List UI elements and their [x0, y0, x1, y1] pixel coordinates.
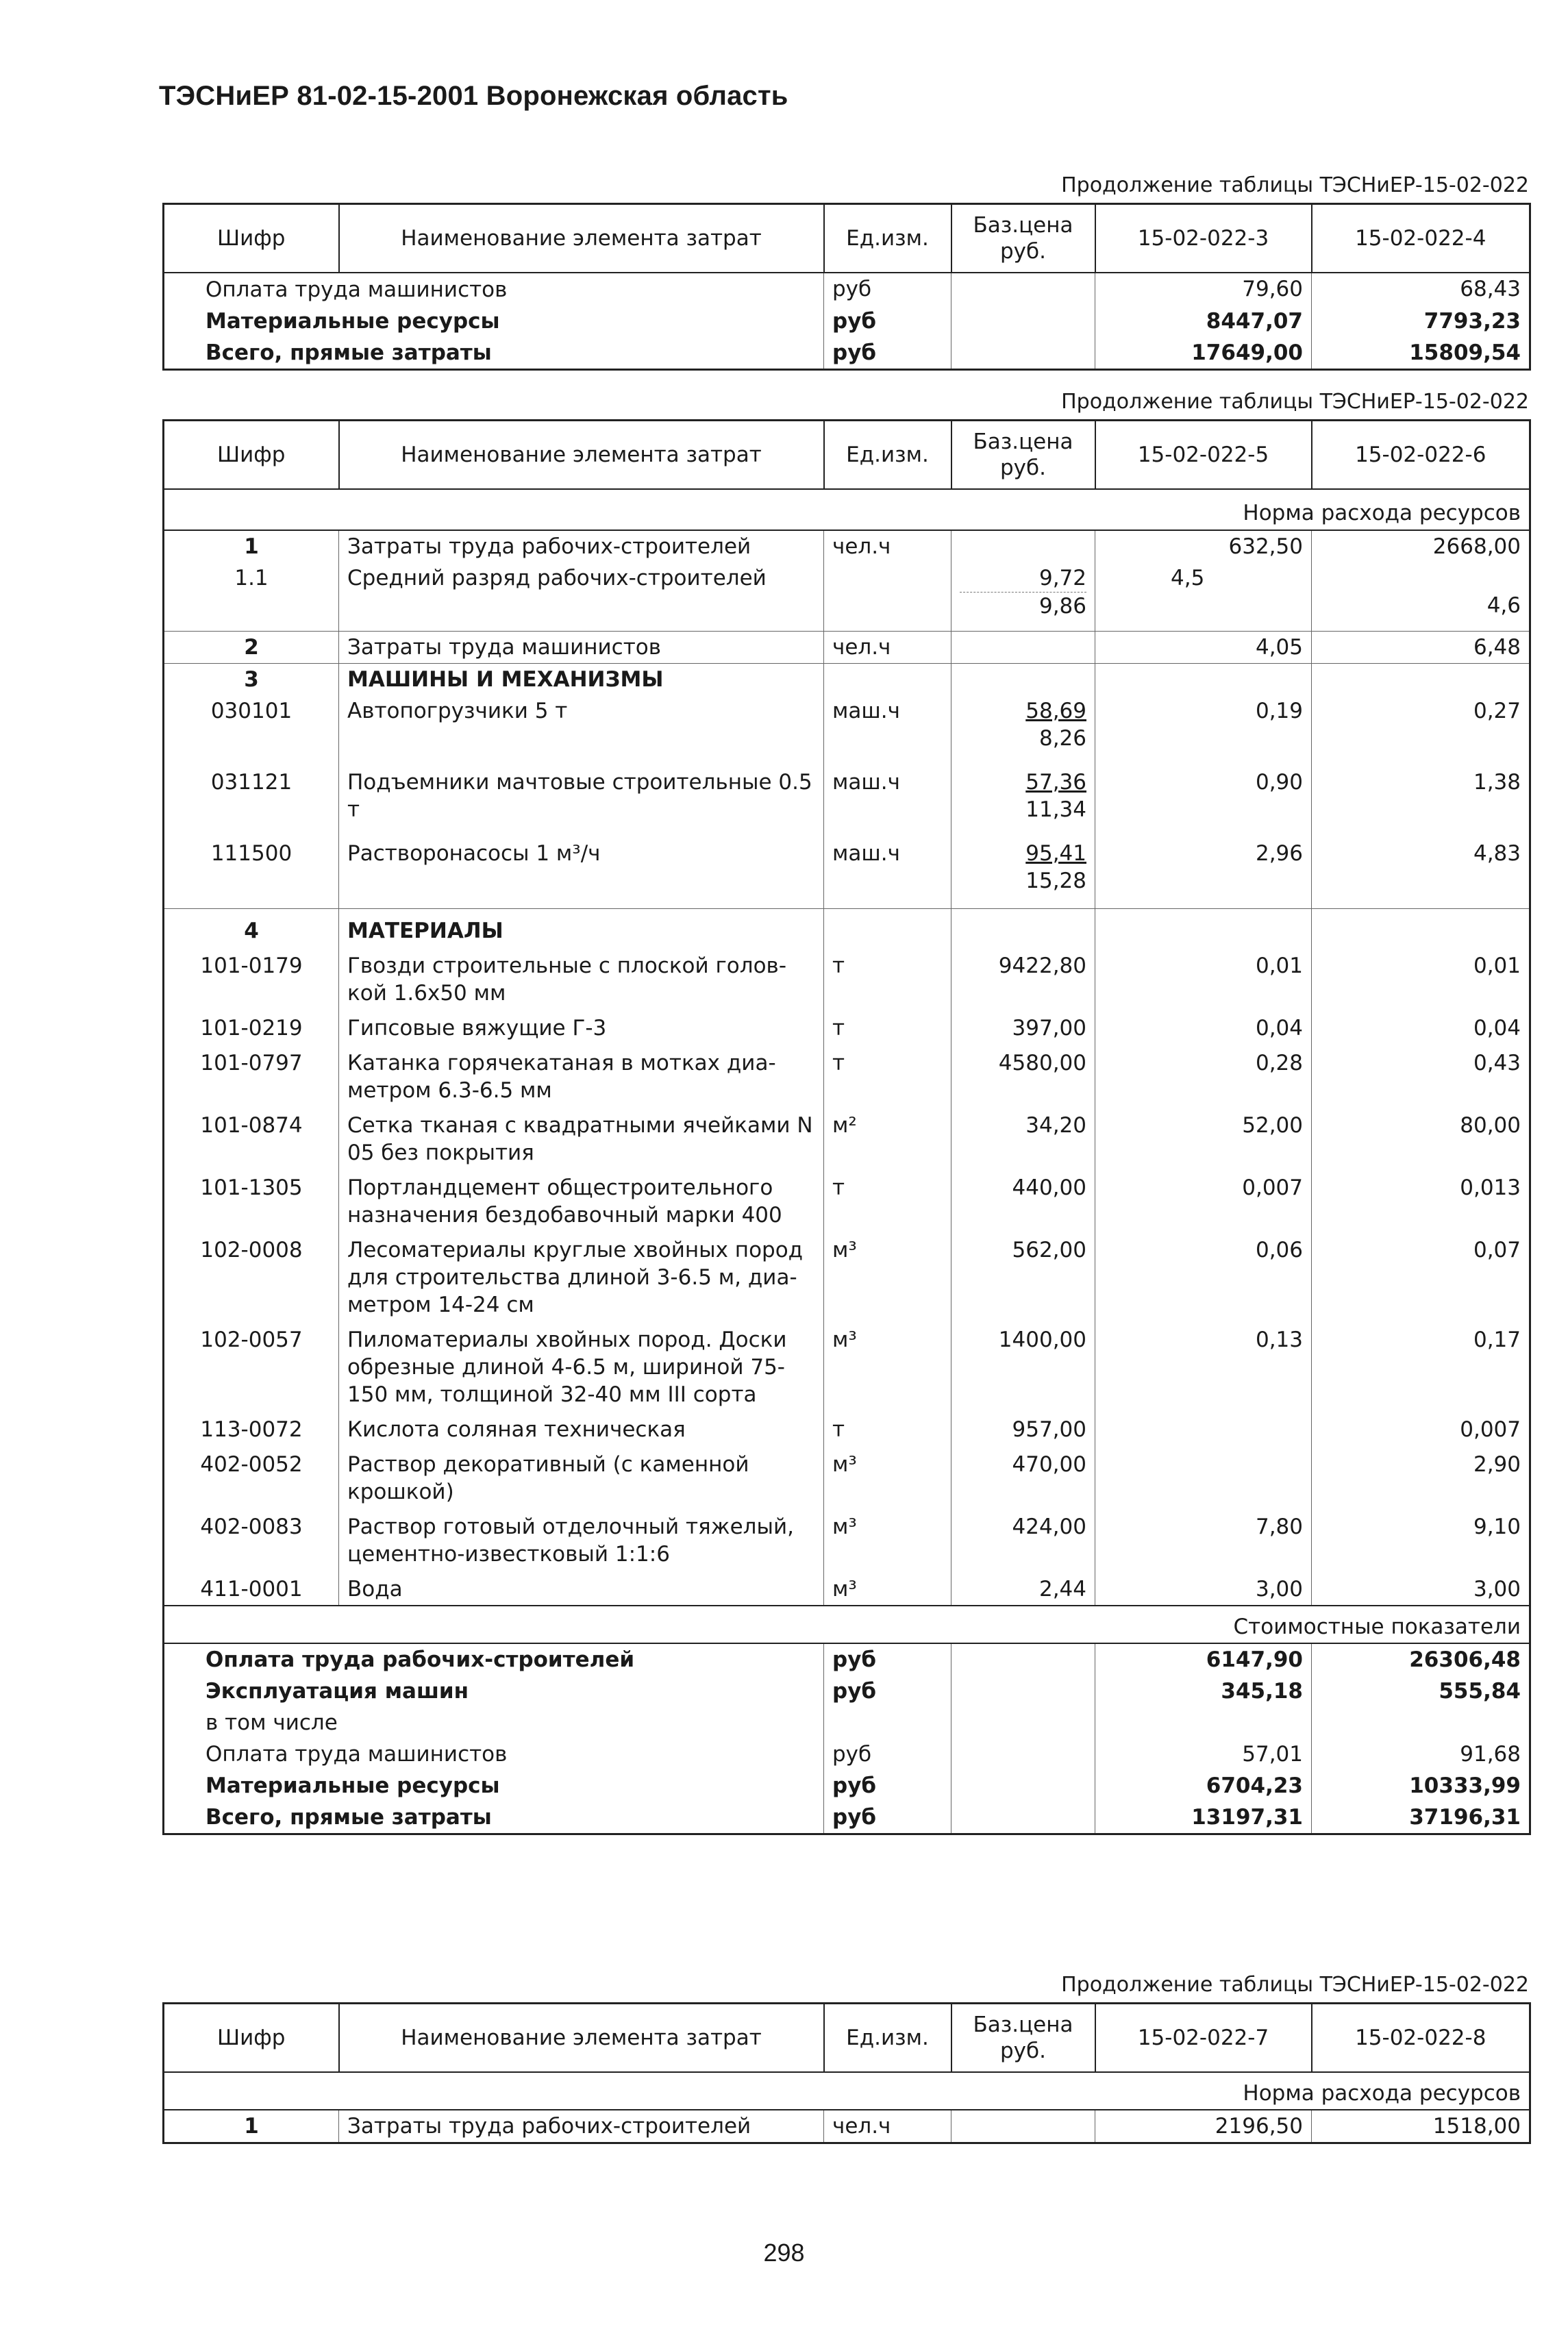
table-2: [162, 419, 1531, 1835]
continuation-label: Продолжение таблицы ТЭСНиЕР-15-02-022: [1061, 173, 1529, 197]
table-row: 102-0008 Лесоматериалы круглые хвойных пород для строительства длиной 3-6.5 м, диа-метром 14-24 см м³ 562,00 0,06 0,07: [164, 1231, 1530, 1321]
header-unit: Ед.изм.: [824, 2004, 951, 2073]
table-row: Оплата труда машинистов руб 79,60 68,43: [164, 273, 1530, 306]
machines-body: [164, 695, 1530, 909]
header-code: Шифр: [164, 204, 339, 273]
table-row: 101-0874 Сетка тканая с квадратными ячейками N 05 без покрытия м² 34,20 52,00 80,00: [164, 1106, 1530, 1169]
table-row: Всего, прямые затраты руб 13197,31 37196,31: [164, 1802, 1530, 1834]
header-col-b: 15-02-022-8: [1312, 2004, 1530, 2073]
table-row: 1 Затраты труда рабочих-строителей чел.ч 632,50 2668,00: [164, 530, 1530, 562]
table-row: Оплата труда машинистов руб 57,01 91,68: [164, 1739, 1530, 1770]
norm-label: Норма расхода ресурсов: [164, 489, 1530, 530]
table-row: 2 Затраты труда машинистов чел.ч 4,05 6,48: [164, 631, 1530, 663]
table-row: 101-0219 Гипсовые вяжущие Г-3 т 397,00 0,04 0,04: [164, 1009, 1530, 1044]
table-row: Материальные ресурсы руб 8447,07 7793,23: [164, 306, 1530, 337]
header-name: Наименование элемента затрат: [339, 2004, 824, 2073]
header-price: Баз.цена руб.: [951, 204, 1095, 273]
header-code: Шифр: [164, 421, 339, 490]
table-row: 411-0001 Вода м³ 2,44 3,00 3,00: [164, 1570, 1530, 1606]
table-3-body: [164, 2072, 1530, 2143]
header-name: Наименование элемента затрат: [339, 204, 824, 273]
header-col-a: 15-02-022-3: [1095, 204, 1312, 273]
table-row: 402-0052 Раствор декоративный (с каменной крошкой) м³ 470,00 2,90: [164, 1445, 1530, 1508]
totals-body: [164, 1643, 1530, 1834]
table-1-body: [164, 273, 1530, 370]
header-unit: Ед.изм.: [824, 204, 951, 273]
table-row: 1 Затраты труда рабочих-строителей чел.ч 2196,50 1518,00: [164, 2110, 1530, 2143]
table-3: [162, 2002, 1531, 2144]
table-row: Материальные ресурсы руб 6704,23 10333,99: [164, 1770, 1530, 1802]
header-code: Шифр: [164, 2004, 339, 2073]
table-row: 101-0179 Гвозди строительные с плоской голов-кой 1.6x50 мм т 9422,80 0,01 0,01: [164, 947, 1530, 1009]
header-name: Наименование элемента затрат: [339, 421, 824, 490]
header-unit: Ед.изм.: [824, 421, 951, 490]
header-col-b: 15-02-022-6: [1312, 421, 1530, 490]
table-row: 1.1 Средний разряд рабочих-строителей 9,72 9,86 4,5 4,6: [164, 562, 1530, 631]
table-row: 030101 Автопогрузчики 5 т маш.ч 58,69 8,26 0,19 0,27: [164, 695, 1530, 767]
table-row: 031121 Подъемники мачтовые строительные 0.5 т маш.ч 57,36 11,34 0,90 1,38: [164, 767, 1530, 838]
table-row: 101-1305 Портландцемент общестроительного назначения бездобавочный марки 400 т 440,00 0,007 0,013: [164, 1169, 1530, 1231]
table-row: 102-0057 Пиломатериалы хвойных пород. Доски обрезные длиной 4-6.5 м, шириной 75-150 мм, толщиной 32-40 мм III сорта м³ 1400,00 0,13 0,17: [164, 1321, 1530, 1410]
table-row: 113-0072 Кислота соляная техническая т 957,00 0,007: [164, 1410, 1530, 1445]
table-row: 101-0797 Катанка горячекатаная в мотках диа-метром 6.3-6.5 мм т 4580,00 0,28 0,43: [164, 1044, 1530, 1106]
table-1: [162, 203, 1531, 371]
table-row: Оплата труда рабочих-строителей руб 6147,90 26306,48: [164, 1643, 1530, 1675]
header-price: Баз.цена руб.: [951, 421, 1095, 490]
continuation-label: Продолжение таблицы ТЭСНиЕР-15-02-022: [1061, 1973, 1529, 1997]
table-row: 402-0083 Раствор готовый отделочный тяжелый, цементно-известковый 1:1:6 м³ 424,00 7,80 9,10: [164, 1508, 1530, 1570]
table-row: Всего, прямые затраты руб 17649,00 15809,54: [164, 337, 1530, 370]
table-row: 4 МАТЕРИАЛЫ: [164, 909, 1530, 947]
header-col-a: 15-02-022-7: [1095, 2004, 1312, 2073]
header-col-a: 15-02-022-5: [1095, 421, 1312, 490]
table-row: 3 МАШИНЫ И МЕХАНИЗМЫ: [164, 663, 1530, 695]
table-row: Эксплуатация машин руб 345,18 555,84: [164, 1675, 1530, 1707]
table-row: 111500 Растворонасосы 1 м³/ч маш.ч 95,41 15,28 2,96 4,83: [164, 838, 1530, 909]
header-col-b: 15-02-022-4: [1312, 204, 1530, 273]
materials-body: [164, 947, 1530, 1606]
table-row: в том числе: [164, 1707, 1530, 1739]
page-number: 298: [763, 2239, 805, 2267]
page-title: ТЭСНиЕР 81-02-15-2001 Воронежская область: [159, 81, 788, 111]
norm-label: Норма расхода ресурсов: [164, 2072, 1530, 2110]
cost-label: Стоимостные показатели: [164, 1606, 1530, 1643]
table-2-body: [164, 489, 1530, 695]
continuation-label: Продолжение таблицы ТЭСНиЕР-15-02-022: [1061, 390, 1529, 414]
header-price: Баз.цена руб.: [951, 2004, 1095, 2073]
